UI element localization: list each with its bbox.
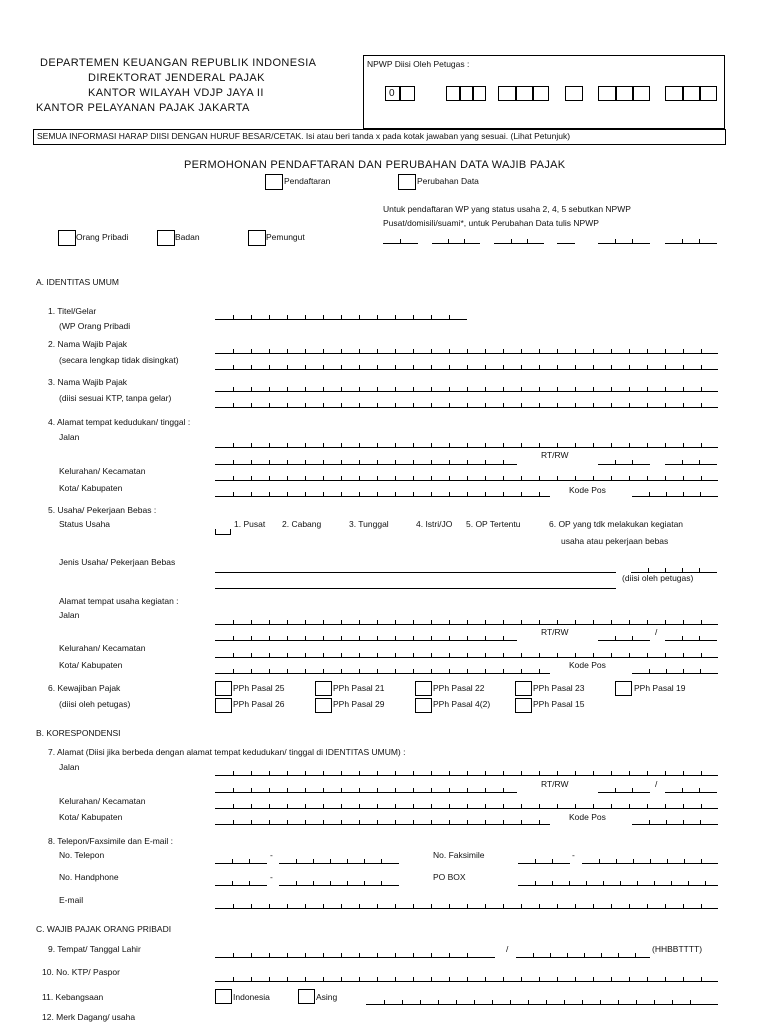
kota-input-usaha[interactable] [215,673,550,674]
pemungut-label: Pemungut [266,232,305,242]
header-regional-office: KANTOR WILAYAH VDJP JAYA II [88,87,264,99]
status-op-tertentu: 5. OP Tertentu [466,519,521,529]
header-ministry: DEPARTEMEN KEUANGAN REPUBLIK INDONESIA [40,57,317,69]
field-4-label: 4. Alamat tempat kedudukan/ tinggal : [48,417,191,427]
faksimile-area-input[interactable] [518,863,570,864]
kodepos-input-a[interactable] [632,496,718,497]
asing-checkbox[interactable] [298,989,315,1004]
rw-input-b[interactable] [665,792,717,793]
pph21-checkbox[interactable] [315,681,332,696]
header-directorate: DIREKTORAT JENDERAL PAJAK [88,72,265,84]
nama-wp-line-1[interactable] [215,353,718,354]
npwp-officer-label: NPWP Diisi Oleh Petugas : [367,59,470,69]
perubahan-data-label: Perubahan Data [417,176,479,186]
kota-input-a[interactable] [215,496,550,497]
npwp-officer-block-6[interactable] [665,86,717,101]
kota-label-usaha: Kota/ Kabupaten [59,660,123,670]
section-c-title: C. WAJIB PAJAK ORANG PRIBADI [36,924,172,934]
pendaftaran-label: Pendaftaran [284,176,331,186]
telepon-dash: - [270,850,273,860]
field-6-label: 6. Kewajiban Pajak [48,683,121,693]
rtrw-label-usaha: RT/RW [541,627,569,637]
field-10-label: 10. No. KTP/ Paspor [42,967,120,977]
jenis-usaha-label: Jenis Usaha/ Pekerjaan Bebas [59,557,176,567]
email-input[interactable] [215,908,718,909]
telepon-area-input[interactable] [215,863,267,864]
pph26-checkbox[interactable] [215,698,232,713]
section-a-title: A. IDENTITAS UMUM [36,277,119,287]
faksimile-dash: - [572,850,575,860]
badan-checkbox[interactable] [157,230,175,246]
field-2-label: 2. Nama Wajib Pajak [48,339,128,349]
field-1-sublabel: (WP Orang Pribadi [59,321,131,331]
telepon-number-input[interactable] [279,863,399,864]
pph4-2-label: PPh Pasal 4(2) [433,699,491,709]
rtrw-label-a: RT/RW [541,450,569,460]
pph22-checkbox[interactable] [415,681,432,696]
pph25-checkbox[interactable] [215,681,232,696]
pph22-label: PPh Pasal 22 [433,683,485,693]
kelurahan-label-a: Kelurahan/ Kecamatan [59,466,146,476]
field-6-sublabel: (diisi oleh petugas) [59,699,131,709]
indonesia-checkbox[interactable] [215,989,232,1004]
jenis-usaha-line-1[interactable] [215,572,616,573]
form-title: PERMOHONAN PENDAFTARAN DAN PERUBAHAN DATA WAJIB PAJAK [184,159,566,171]
kodepos-input-usaha[interactable] [632,673,718,674]
kelurahan-input-b[interactable] [215,808,718,809]
pph19-checkbox[interactable] [615,681,632,696]
jalan-label-usaha: Jalan [59,610,80,620]
pobox-label: PO BOX [433,872,466,882]
nama-wp-line-2[interactable] [215,369,718,370]
npwp-officer-block-3[interactable] [498,86,549,101]
field-11-label: 11. Kebangsaan [42,992,104,1002]
rtrw-label-b: RT/RW [541,779,569,789]
koresp-jalan-line-2[interactable] [215,792,517,793]
status-tunggal: 3. Tunggal [349,519,389,529]
kodepos-label-b: Kode Pos [569,812,606,822]
instruction-text: SEMUA INFORMASI HARAP DIISI DENGAN HURUF BESAR/CETAK. Isi atau beri tanda x pada kotak jawaban yang sesuai. (Lihat Petunjuk) [37,131,571,141]
pph21-label: PPh Pasal 21 [333,683,385,693]
badan-label: Badan [175,232,200,242]
tanggal-lahir-input[interactable] [516,957,650,958]
orang-pribadi-checkbox[interactable] [58,230,76,246]
ktp-paspor-input[interactable] [215,981,718,982]
field-5-label: 5. Usaha/ Pekerjaan Bebas : [48,505,157,515]
status-op-non-usaha-2: usaha atau pekerjaan bebas [561,536,669,546]
status-istri-jo: 4. Istri/JO [416,519,453,529]
pph26-label: PPh Pasal 26 [233,699,285,709]
pph19-label: PPh Pasal 19 [634,683,686,693]
handphone-dash: - [270,872,273,882]
pph15-checkbox[interactable] [515,698,532,713]
header-tax-office: KANTOR PELAYANAN PAJAK JAKARTA [36,102,250,114]
nama-ktp-line-1[interactable] [215,391,718,392]
faksimile-number-input[interactable] [582,863,718,864]
field-3-sublabel: (diisi sesuai KTP, tanpa gelar) [59,393,172,403]
pph4-2-checkbox[interactable] [415,698,432,713]
indonesia-label: Indonesia [233,992,270,1002]
kebangsaan-asing-input[interactable] [366,1004,718,1005]
field-12-label: 12. Merk Dagang/ usaha [42,1012,136,1022]
kota-label-a: Kota/ Kabupaten [59,483,123,493]
rt-input-a[interactable] [598,464,650,465]
kodepos-label-a: Kode Pos [569,485,606,495]
field-9-label: 9. Tempat/ Tanggal Lahir [48,944,141,954]
handphone-label: No. Handphone [59,872,119,882]
rt-input-usaha[interactable] [598,640,650,641]
npwp-officer-block-4[interactable] [565,86,583,101]
pph29-label: PPh Pasal 29 [333,699,385,709]
npwp-officer-block-2[interactable] [446,86,486,101]
perubahan-data-checkbox[interactable] [398,174,416,190]
kelurahan-label-usaha: Kelurahan/ Kecamatan [59,643,146,653]
rtrw-slash-b: / [655,779,658,789]
kelurahan-input-usaha[interactable] [215,657,718,658]
pobox-input[interactable] [518,885,718,886]
npwp-note-line1: Untuk pendaftaran WP yang status usaha 2, 4, 5 sebutkan NPWP [383,204,631,214]
field-7-label: 7. Alamat (Diisi jika berbeda dengan alamat tempat kedudukan/ tinggal di IDENTITAS UMUM) : [48,747,406,757]
koresp-jalan-line-1[interactable] [215,775,718,776]
orang-pribadi-label: Orang Pribadi [76,232,129,242]
nama-ktp-line-2[interactable] [215,407,718,408]
field-3-label: 3. Nama Wajib Pajak [48,377,128,387]
kodepos-label-usaha: Kode Pos [569,660,606,670]
jenis-diisi-petugas: (diisi oleh petugas) [622,573,694,583]
rt-input-b[interactable] [598,792,650,793]
date-format-hint: (HHBBTTTT) [652,944,703,954]
npwp-first-digit: 0 [389,88,395,99]
pph25-label: PPh Pasal 25 [233,683,285,693]
section-b-title: B. KORESPONDENSI [36,728,121,738]
status-usaha-input[interactable] [215,529,231,535]
kota-input-b[interactable] [215,824,550,825]
handphone-number-input[interactable] [279,885,399,886]
tempat-tanggal-slash: / [506,944,509,954]
alamat-jalan-line-2[interactable] [215,464,517,465]
status-op-non-usaha-1: 6. OP yang tdk melakukan kegiatan [549,519,684,529]
npwp-note-line2: Pusat/domisili/suami*, untuk Perubahan Data tulis NPWP [383,218,599,228]
usaha-jalan-line-1[interactable] [215,624,718,625]
field-8-label: 8. Telepon/Faxsimile dan E-mail : [48,836,174,846]
status-usaha-label: Status Usaha [59,519,111,529]
pph23-checkbox[interactable] [515,681,532,696]
tempat-lahir-input[interactable] [215,957,495,958]
asing-label: Asing [316,992,338,1002]
alamat-jalan-line-1[interactable] [215,447,718,448]
pendaftaran-checkbox[interactable] [265,174,283,190]
jenis-usaha-line-2[interactable] [215,588,616,589]
rtrw-slash-usaha: / [655,627,658,637]
pemungut-checkbox[interactable] [248,230,266,246]
email-label: E-mail [59,895,84,905]
field-1-label: 1. Titel/Gelar [48,306,97,316]
pph23-label: PPh Pasal 23 [533,683,585,693]
titel-gelar-input[interactable] [215,319,467,320]
kodepos-input-b[interactable] [632,824,718,825]
usaha-jalan-line-2[interactable] [215,640,517,641]
field-2-sublabel: (secara lengkap tidak disingkat) [59,355,179,365]
telepon-label: No. Telepon [59,850,105,860]
rw-input-a[interactable] [665,464,717,465]
status-cabang: 2. Cabang [282,519,322,529]
status-pusat: 1. Pusat [234,519,266,529]
kota-label-b: Kota/ Kabupaten [59,812,123,822]
rw-input-usaha[interactable] [665,640,717,641]
kelurahan-input-a[interactable] [215,480,718,481]
pph29-checkbox[interactable] [315,698,332,713]
jalan-label-b: Jalan [59,762,80,772]
faksimile-label: No. Faksimile [433,850,485,860]
pph15-label: PPh Pasal 15 [533,699,585,709]
npwp-officer-block-5[interactable] [598,86,650,101]
jalan-label-a: Jalan [59,432,80,442]
kelurahan-label-b: Kelurahan/ Kecamatan [59,796,146,806]
handphone-prefix-input[interactable] [215,885,267,886]
alamat-usaha-label: Alamat tempat usaha kegiatan : [59,596,179,606]
